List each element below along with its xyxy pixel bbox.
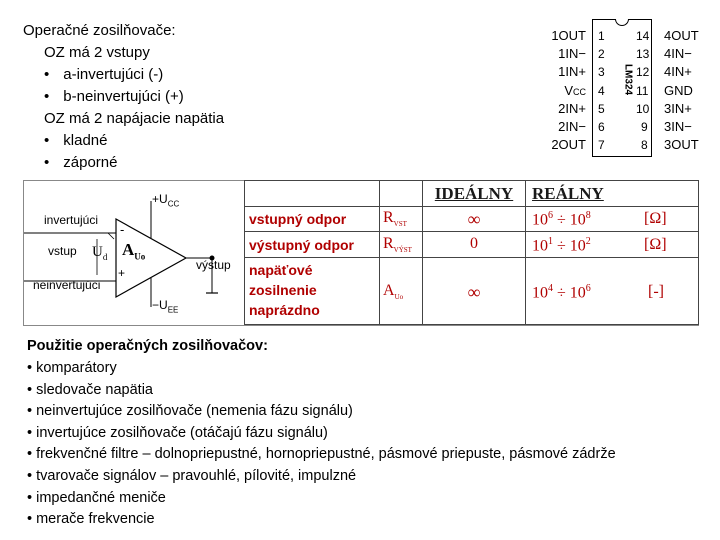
ic-pin-name: 1IN+ xyxy=(558,64,586,80)
list-item: • neinvertujúce zosilňovače (nemenia fázu signálu) xyxy=(27,403,353,420)
ic-pin-name: 4OUT xyxy=(664,28,699,43)
ic-pin-number: 4 xyxy=(598,83,605,98)
row-real: $10^1 \div 10^2$ [Ω] xyxy=(525,231,699,258)
output-label: výstup xyxy=(196,258,231,272)
ic-pin-name: 1OUT xyxy=(551,28,586,43)
ic-pin-name: 4IN− xyxy=(664,46,692,62)
ic-pin-number: 7 xyxy=(598,138,605,153)
list-item: • merače frekvencie xyxy=(27,511,155,528)
ic-pin-name: 3IN− xyxy=(664,119,692,134)
row-real: $10^4 \div 10^6$ [-] xyxy=(525,257,699,325)
list-item: • invertujúce zosilňovače (otáčajú fázu signálu) xyxy=(27,424,328,441)
list-item: • frekvenčné filtre – dolnopriepustné, hornopriepustné, pásmové priepuste, pásmové zádrže xyxy=(27,446,616,463)
ic-pin-number: 8 xyxy=(641,138,648,153)
ic-pin-number: 10 xyxy=(636,101,650,116)
list-item: • komparátory xyxy=(27,360,117,376)
gain-label: $A_{Uo}$ xyxy=(122,240,146,262)
plus-sign: + xyxy=(118,266,126,280)
table-row: výstupný odpor xyxy=(244,231,380,258)
row-real: $10^6 \div 10^8$ [Ω] xyxy=(525,206,699,232)
header-ideal: IDEÁLNY xyxy=(422,180,526,207)
row-ideal: 0 xyxy=(422,231,526,258)
row-symbol: $R_{VÝST}$ xyxy=(379,231,423,258)
inputs-heading: OZ má 2 vstupy xyxy=(44,44,150,61)
ic-pinout xyxy=(540,14,710,159)
ic-pin-name: 4IN+ xyxy=(664,64,692,80)
ud-label: $U_d$ xyxy=(92,244,108,262)
ic-chip-label: LM324 xyxy=(622,63,634,96)
ic-pin-number: 1 xyxy=(598,29,605,43)
row-symbol: $A_{Uo}$ xyxy=(379,257,423,325)
minus-sign: - xyxy=(120,222,125,237)
ic-pin-number: 11 xyxy=(636,83,649,98)
header-real: REÁLNY xyxy=(525,180,699,207)
ic-pin-name: 2IN− xyxy=(558,119,586,134)
vcc-label: $+U_{CC}$ xyxy=(152,192,180,209)
vee-label: $-U_{EE}$ xyxy=(152,298,179,315)
inverting-label: invertujúci xyxy=(44,213,99,227)
ic-pin-number: 14 xyxy=(636,29,650,43)
table-corner-sym xyxy=(379,180,423,207)
row-ideal: ∞ xyxy=(422,206,526,232)
usage-title: Použitie operačných zosilňovačov: xyxy=(27,338,268,354)
ic-pin-number: 5 xyxy=(598,101,605,116)
table-row: napäťové zosilnenie naprázdno xyxy=(244,257,380,325)
list-item: • b-neinvertujúci (+) xyxy=(44,88,184,105)
section-title: Operačné zosilňovače: xyxy=(23,22,176,39)
ic-pin-number: 13 xyxy=(636,47,650,62)
ic-pin-number: 12 xyxy=(636,65,650,80)
row-symbol: $R_{VST}$ xyxy=(379,206,423,232)
list-item: • záporné xyxy=(44,154,118,171)
ic-pin-name: 3IN+ xyxy=(664,100,692,116)
list-item: • sledovače napätia xyxy=(27,381,153,398)
table-corner xyxy=(244,180,380,207)
row-ideal: ∞ xyxy=(422,257,526,325)
supply-heading: OZ má 2 napájacie napätia xyxy=(44,110,225,127)
input-label: vstup xyxy=(48,244,77,258)
ic-pin-number: 6 xyxy=(598,120,605,134)
ic-pin-name: VCC xyxy=(564,82,586,98)
noninverting-label: neinvertujúci xyxy=(33,278,101,292)
ic-pin-number: 9 xyxy=(641,120,648,134)
list-item: • tvarovače signálov – pravouhlé, pílovité, impulzné xyxy=(27,468,357,484)
ic-pin-number: 2 xyxy=(598,47,605,62)
ic-pin-name: 2OUT xyxy=(551,137,586,153)
list-item: • impedančné meniče xyxy=(27,489,166,506)
ic-pin-number: 3 xyxy=(598,65,605,80)
ic-pin-name: GND xyxy=(664,82,693,98)
list-item: • kladné xyxy=(44,132,108,149)
ic-pin-name: 2IN+ xyxy=(558,100,586,116)
table-row: vstupný odpor xyxy=(244,206,380,232)
input-arrow-tick xyxy=(108,233,114,239)
ic-pin-name: 1IN− xyxy=(558,46,586,62)
list-item: • a-invertujúci (-) xyxy=(44,66,164,83)
ic-pin-name: 3OUT xyxy=(664,137,699,153)
